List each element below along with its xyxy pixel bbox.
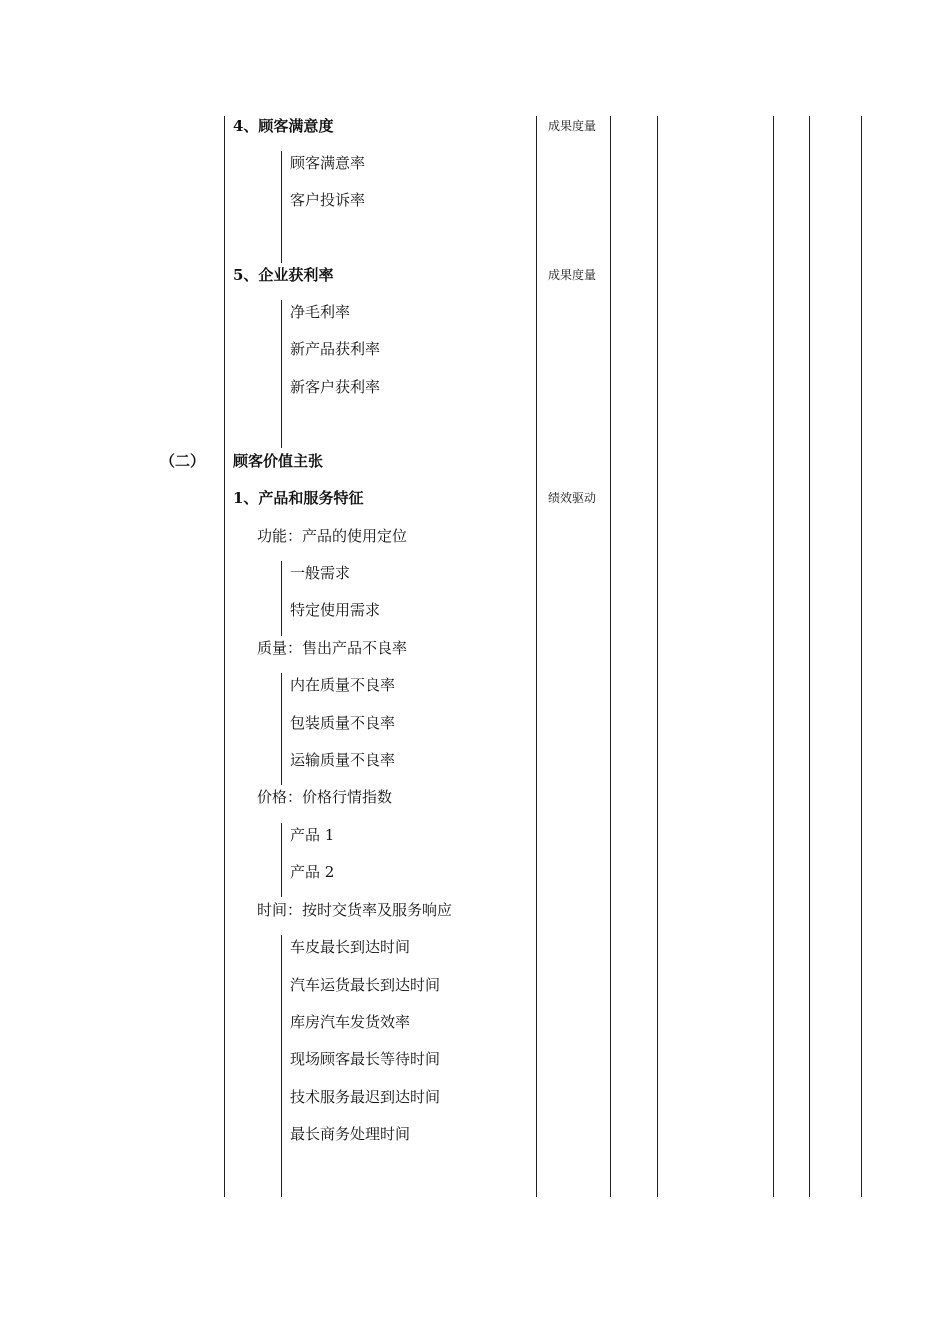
row-item: 新产品获利率	[290, 340, 381, 358]
row-item: 一般需求	[290, 564, 351, 582]
row-item: 内在质量不良率	[290, 676, 396, 694]
column-rule	[610, 116, 611, 1197]
row-item: 顾客满意率	[290, 154, 366, 172]
row-item: 库房汽车发货效率	[290, 1013, 411, 1031]
section-number: （二）	[160, 452, 206, 470]
row-heading: 5、企业获利率	[233, 266, 334, 284]
row-heading: 4、顾客满意度	[233, 117, 334, 135]
row-heading: 顾客价值主张	[233, 452, 324, 470]
row-item: 新客户获利率	[290, 378, 381, 396]
measure-type-label: 成果度量	[548, 268, 597, 282]
column-rule	[657, 116, 658, 1197]
row-item: 包装质量不良率	[290, 714, 396, 732]
indent-bracket	[281, 561, 282, 636]
row-item: 运输质量不良率	[290, 751, 396, 769]
indent-bracket	[281, 935, 282, 1197]
column-rule	[861, 116, 862, 1197]
row-item: 特定使用需求	[290, 601, 381, 619]
indent-bracket	[281, 823, 282, 897]
indent-bracket	[281, 151, 282, 263]
row-item: 产品 1	[290, 826, 335, 844]
column-rule	[809, 116, 810, 1197]
row-item: 现场顾客最长等待时间	[290, 1050, 441, 1068]
row-item: 时间：按时交货率及服务响应	[257, 901, 453, 919]
row-item: 最长商务处理时间	[290, 1125, 411, 1143]
row-item: 车皮最长到达时间	[290, 938, 411, 956]
column-rule	[536, 116, 537, 1197]
measure-type-label: 成果度量	[548, 119, 597, 133]
indent-bracket	[281, 300, 282, 448]
row-item: 功能：产品的使用定位	[257, 527, 408, 545]
column-rule	[773, 116, 774, 1197]
row-item: 客户投诉率	[290, 191, 366, 209]
row-item: 净毛利率	[290, 303, 351, 321]
measure-type-label: 绩效驱动	[548, 491, 597, 505]
row-item: 汽车运货最长到达时间	[290, 976, 441, 994]
row-item: 质量：售出产品不良率	[257, 639, 408, 657]
row-heading: 1、产品和服务特征	[233, 489, 364, 507]
row-item: 产品 2	[290, 863, 335, 881]
row-item: 价格：价格行情指数	[257, 788, 393, 806]
row-item: 技术服务最迟到达时间	[290, 1088, 441, 1106]
indent-bracket	[281, 673, 282, 785]
column-rule	[224, 116, 225, 1197]
